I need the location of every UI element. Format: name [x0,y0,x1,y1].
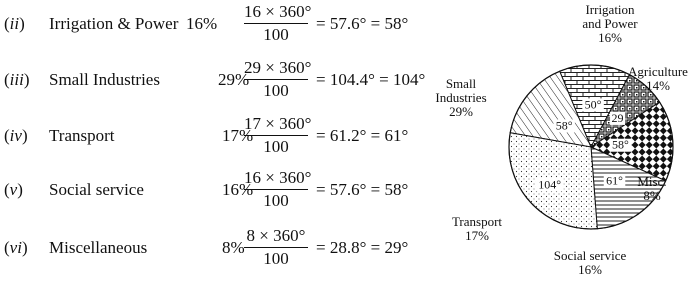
slice-name-label: Small [445,76,477,91]
slice-angle-label: 104° [538,177,562,192]
row-number: (iii) [4,70,30,89]
slice-angle-label: 58° [555,118,573,133]
fraction-numerator: 16 × 360° [244,168,312,187]
angle-fraction [244,168,312,211]
fraction-numerator: 17 × 360° [244,114,312,133]
fraction-denominator: 100 [263,81,289,100]
angle-result: = 61.2° = 61° [316,126,409,145]
angle-result: = 57.6° = 58° [316,180,409,199]
pie-chart [430,0,697,308]
slice-angle-label: 61° [606,173,623,188]
slice-name-label: Agriculture [628,64,688,79]
slice-name-label: Social service [553,248,627,263]
sector-percent: 8% [222,238,245,257]
slice-name-label: Misc. [637,174,667,189]
slice-angle-label: 58° [612,137,629,152]
slice-name-label: 16% [578,262,602,277]
sector-label: Transport [49,126,115,145]
fraction-denominator: 100 [263,191,289,210]
slice-name-label: Transport [451,214,503,229]
row-number: (vi) [4,238,28,257]
row-number: (v) [4,180,23,199]
fraction-numerator: 8 × 360° [246,226,306,245]
sector-label: Irrigation & Power [49,14,179,33]
sector-label: Small Industries [49,70,160,89]
slice-name-label: Irrigation [585,2,635,17]
fraction-bar [244,135,308,136]
angle-fraction [244,114,312,157]
angle-result: = 57.6° = 58° [316,14,409,33]
angle-result: = 104.4° = 104° [316,70,426,89]
fraction-numerator: 16 × 360° [244,2,312,21]
calc-row [0,228,440,268]
sector-label: Miscellaneous [49,238,148,257]
fraction-bar [244,247,308,248]
fraction-bar [244,23,308,24]
slice-name-label: and Power [582,16,638,31]
slice-angle-label: 50° [584,97,602,112]
slice-name-label: 29% [449,104,473,119]
slice-name-label: 16% [598,30,622,45]
slice-name-label: 14% [646,78,670,93]
angle-fraction [244,226,308,269]
calc-row [0,170,440,210]
angle-fraction [244,2,312,45]
slice-name-label: 17% [465,228,489,243]
fraction-bar [244,189,308,190]
angle-fraction [244,58,312,101]
fraction-denominator: 100 [263,249,289,268]
row-number: (iv) [4,126,28,145]
fraction-numerator: 29 × 360° [244,58,312,77]
calc-row [0,116,440,156]
fraction-denominator: 100 [263,137,289,156]
fraction-denominator: 100 [263,25,289,44]
sector-percent: 16% [222,180,254,199]
fraction-bar [244,79,308,80]
sector-label: Social service [49,180,144,199]
row-number: (ii) [4,14,25,33]
calc-row [0,60,440,100]
calc-row [0,4,440,44]
slice-angle-label: 29 [611,110,624,125]
sector-percent: 29% [218,70,250,89]
slice-name-label: Industries [435,90,487,105]
sector-percent: 17% [222,126,254,145]
slice-name-label: 8% [643,188,661,203]
angle-result: = 28.8° = 29° [316,238,409,257]
sector-percent: 16% [186,14,218,33]
